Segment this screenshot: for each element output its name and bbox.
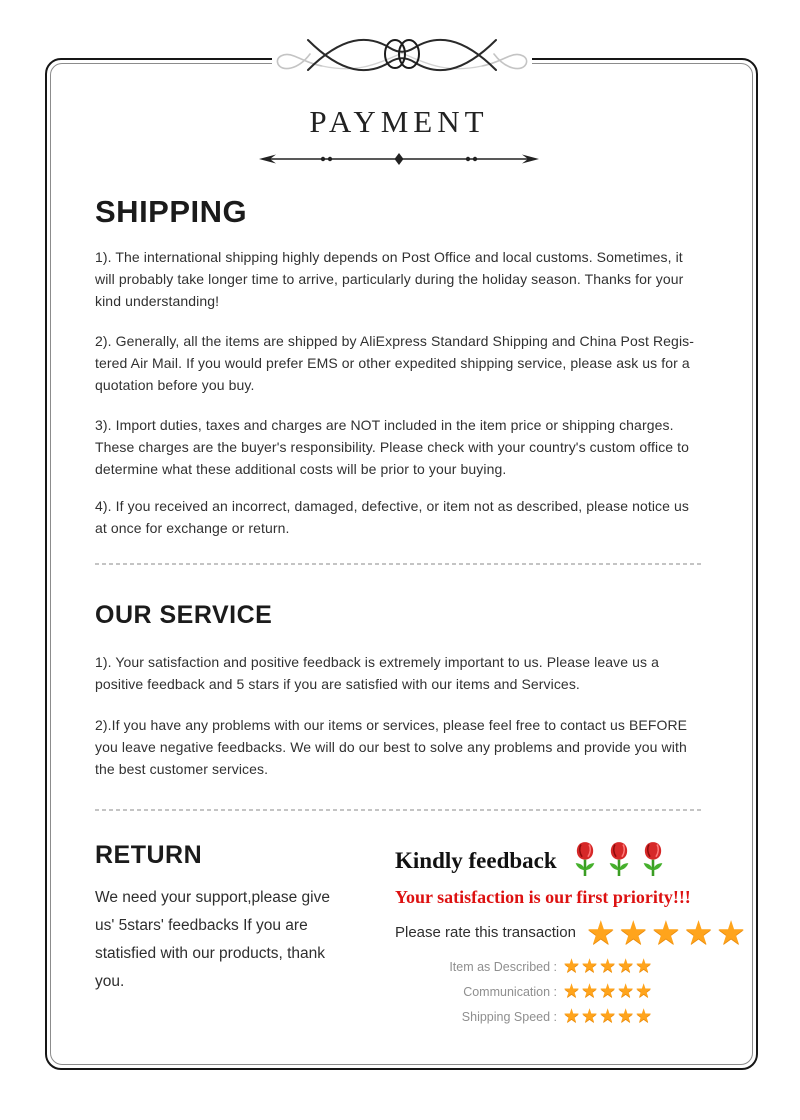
rose-icons: [571, 841, 667, 883]
communication-stars: ★★★★★: [563, 981, 654, 1003]
service-paragraph-2: 2).If you have any problems with our items or services, please feel free to contact us BEFORE you leave negative feedbacks. We will do our best to solve any problems and provide you with the best customer services.: [95, 717, 688, 778]
arrow-diamond-rule-icon: [259, 152, 539, 166]
rating-label-communication: Communication :: [463, 984, 557, 999]
satisfaction-tagline: Your satisfaction is our first priority!!!: [395, 887, 691, 908]
service-paragraph-1: 1). Your satisfaction and positive feedback is extremely important to us. Please leave us a positive feedback and 5 stars if you are satisfied with our items and Services.: [95, 654, 659, 693]
dashed-divider: [95, 563, 703, 565]
overall-star-rating: ★★★★★: [585, 914, 749, 952]
shipping-paragraph-3: 3). Import duties, taxes and charges are NOT included in the item price or shipping charges. These charges are the buyer's responsibility. Please check with your country's custom office to determine what these additional costs will be prior to your buying.: [95, 416, 690, 477]
item-described-stars: ★★★★★: [563, 956, 654, 978]
rate-prompt: Please rate this transaction: [395, 924, 576, 942]
dashed-divider: [95, 809, 703, 811]
page-title: PAYMENT: [309, 104, 489, 139]
rating-label-shipping-speed: Shipping Speed :: [461, 1009, 557, 1024]
shipping-paragraph-2: 2). Generally, all the items are shipped by AliExpress Standard Shipping and China Post Regis-tered Air Mail. If you would prefer EMS or other expedited shipping service, please ask us for a quotation before you buy.: [95, 332, 695, 393]
rose-icon: [605, 841, 633, 883]
rose-icon: [571, 841, 599, 883]
rose-icon: [639, 841, 667, 883]
kindly-feedback-title: Kindly feedback: [395, 848, 557, 874]
rating-label-item-described: Item as Described :: [449, 959, 557, 974]
shipping-heading: SHIPPING: [95, 194, 248, 229]
return-section: [95, 841, 347, 1026]
shipping-paragraph-1: 1). The international shipping highly depends on Post Office and local customs. Sometimes, it will probably take longer time to arrive, particularly during the holiday season. Thanks for your kind understanding!: [95, 248, 684, 309]
feedback-section: [395, 841, 749, 1028]
shipping-paragraph-4: 4). If you received an incorrect, damaged, defective, or item not as described, please notice us at once for exchange or return.: [95, 497, 690, 536]
shipping-speed-stars: ★★★★★: [563, 1006, 654, 1028]
service-heading: OUR SERVICE: [95, 600, 273, 629]
rating-breakdown: [395, 957, 703, 1026]
return-heading: RETURN: [95, 841, 203, 870]
calligraphic-flourish-icon: [272, 26, 532, 84]
return-text: We need your support,please give us' 5stars' feedbacks If you are statisfied with our products, thank you.: [95, 889, 330, 991]
